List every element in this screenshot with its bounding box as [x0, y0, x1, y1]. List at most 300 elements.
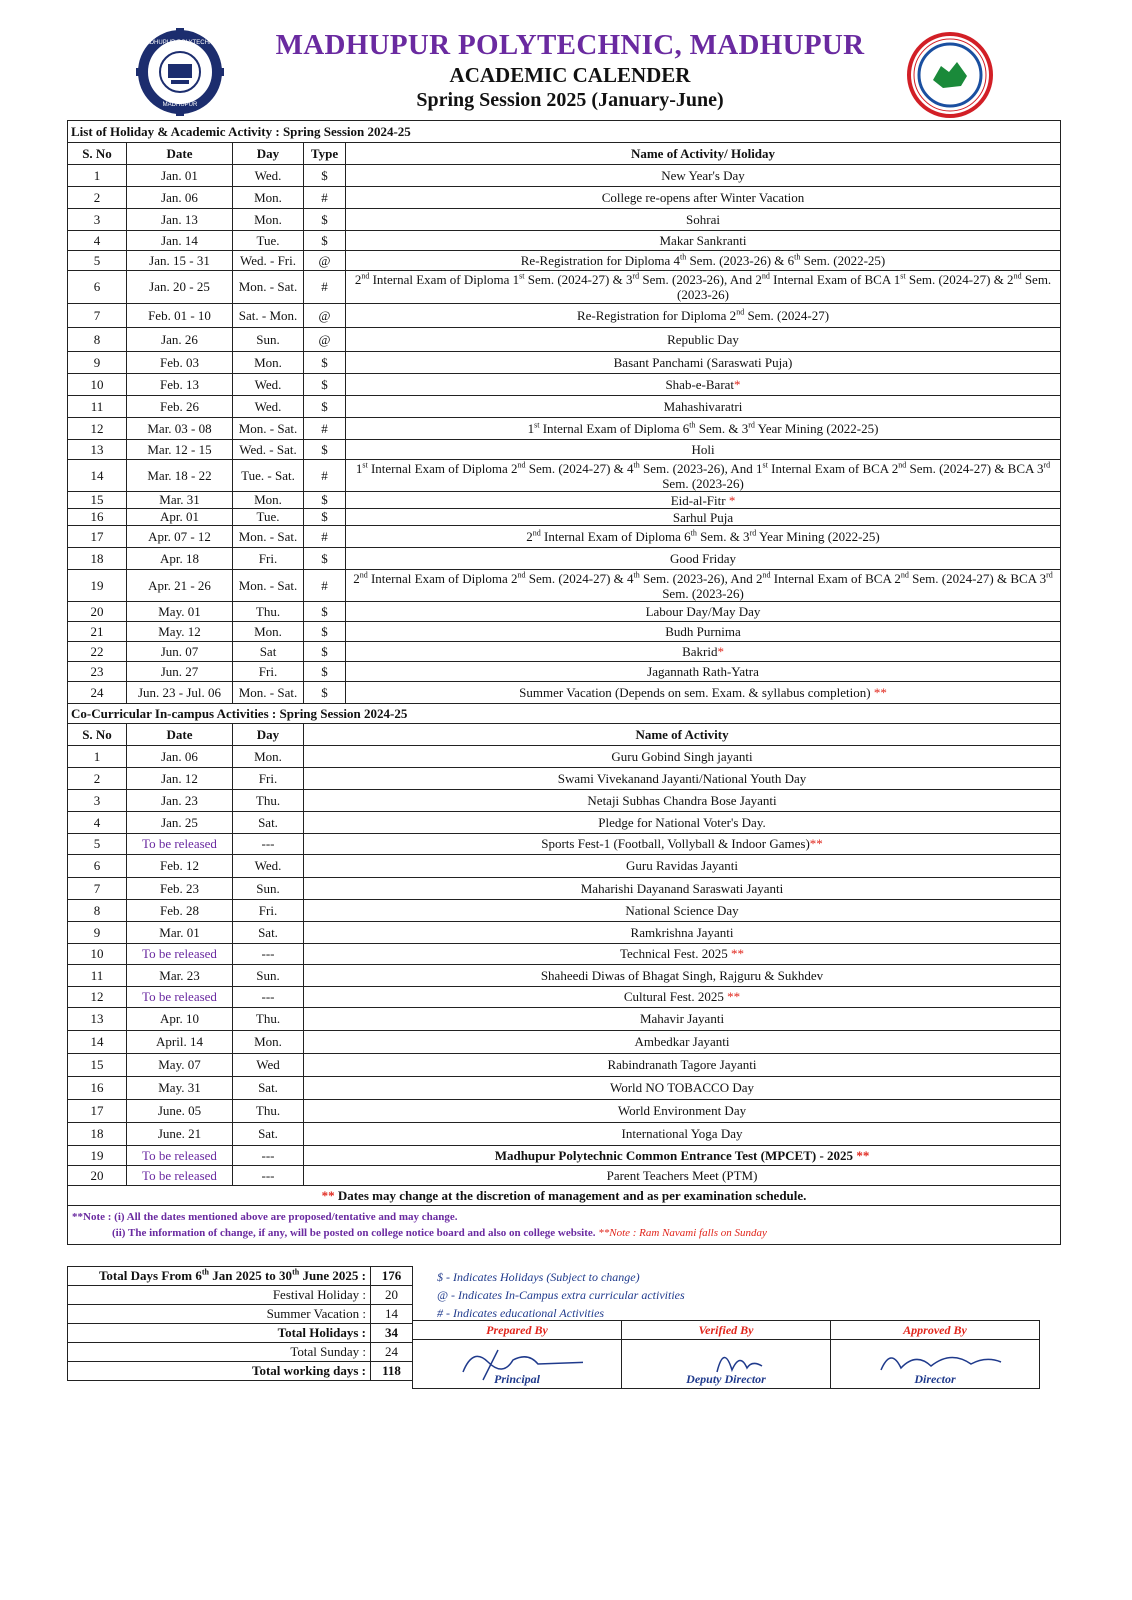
sno-cell: 18: [68, 548, 127, 570]
activity-name-cell: 1st Internal Exam of Diploma 2nd Sem. (2024-27) & 4th Sem. (2023-26), And 1st Internal Exam of BCA 2nd Sem. (2024-27) & BCA 3rd Sem. (2023-26): [346, 460, 1061, 492]
sno-cell: 19: [68, 1146, 127, 1166]
totals-row: [68, 1286, 413, 1305]
activity-name-cell: Netaji Subhas Chandra Bose Jayanti: [304, 790, 1061, 812]
signature-table: [412, 1320, 1040, 1389]
date-cell: Feb. 01 - 10: [127, 304, 233, 328]
totals-value: 34: [371, 1324, 413, 1343]
activity-name-cell: Parent Teachers Meet (PTM): [304, 1166, 1061, 1186]
sno-cell: 14: [68, 1031, 127, 1054]
type-cell: $: [304, 548, 346, 570]
activity-name-cell: College re-opens after Winter Vacation: [346, 187, 1061, 209]
activity-name-cell: Holi: [346, 440, 1061, 460]
schedule-note: ** Dates may change at the discretion of management and as per examination schedule.: [68, 1186, 1061, 1206]
activity-name-cell: Re-Registration for Diploma 2nd Sem. (2024-27): [346, 304, 1061, 328]
activity-row: [68, 1031, 1061, 1054]
type-cell: #: [304, 418, 346, 440]
activity-name-cell: 2nd Internal Exam of Diploma 1st Sem. (2024-27) & 3rd Sem. (2023-26), And 2nd Internal Exam of BCA 1st Sem. (2024-27) & 2nd Sem. (2023-26): [346, 271, 1061, 304]
sno-cell: 12: [68, 987, 127, 1008]
sno-cell: 17: [68, 1100, 127, 1123]
type-cell: $: [304, 682, 346, 704]
holiday-row: [68, 271, 1061, 304]
date-cell: Jun. 23 - Jul. 06: [127, 682, 233, 704]
holiday-row: [68, 682, 1061, 704]
activity-row: [68, 1008, 1061, 1031]
date-cell: Mar. 03 - 08: [127, 418, 233, 440]
activity-name-cell: World Environment Day: [304, 1100, 1061, 1123]
type-cell: $: [304, 352, 346, 374]
activity-name-cell: Pledge for National Voter's Day.: [304, 812, 1061, 834]
holiday-row: [68, 570, 1061, 602]
type-cell: $: [304, 492, 346, 509]
day-cell: Wed.: [233, 165, 304, 187]
totals-table: [67, 1266, 413, 1381]
sno-cell: 5: [68, 834, 127, 855]
day-cell: Mon. - Sat.: [233, 570, 304, 602]
date-cell: Mar. 18 - 22: [127, 460, 233, 492]
date-cell: Apr. 21 - 26: [127, 570, 233, 602]
date-cell: Mar. 12 - 15: [127, 440, 233, 460]
day-cell: Thu.: [233, 1008, 304, 1031]
totals-value: 14: [371, 1305, 413, 1324]
legend-educational: # - Indicates educational Activities: [437, 1306, 605, 1320]
sno-cell: 6: [68, 271, 127, 304]
type-cell: #: [304, 526, 346, 548]
sno-cell: 20: [68, 602, 127, 622]
day-cell: Sat: [233, 642, 304, 662]
holiday-row: [68, 440, 1061, 460]
date-cell: Mar. 01: [127, 922, 233, 944]
day-cell: ---: [233, 1166, 304, 1186]
university-seal: [907, 32, 993, 118]
day-cell: ---: [233, 1146, 304, 1166]
activity-name-cell: Sarhul Puja: [346, 509, 1061, 526]
date-cell: June. 21: [127, 1123, 233, 1146]
deputy-director-signature: [622, 1340, 831, 1389]
date-cell: Jan. 01: [127, 165, 233, 187]
date-cell: Apr. 10: [127, 1008, 233, 1031]
activity-name-cell: Swami Vivekanand Jayanti/National Youth Day: [304, 768, 1061, 790]
type-cell: #: [304, 271, 346, 304]
sno-cell: 3: [68, 209, 127, 231]
date-cell: Jan. 26: [127, 328, 233, 352]
activity-row: [68, 1077, 1061, 1100]
activity-name-cell: Sports Fest-1 (Football, Vollyball & Indoor Games)**: [304, 834, 1061, 855]
date-cell: Jun. 27: [127, 662, 233, 682]
activity-name-cell: New Year's Day: [346, 165, 1061, 187]
sno-cell: 12: [68, 418, 127, 440]
totals-row: [68, 1324, 413, 1343]
sno-cell: 4: [68, 812, 127, 834]
date-cell: Apr. 07 - 12: [127, 526, 233, 548]
note-line-1: **Note : (i) All the dates mentioned above are proposed/tentative and may change.: [72, 1211, 458, 1223]
date-cell: Apr. 01: [127, 509, 233, 526]
legend-extra-curricular: @ - Indicates In-Campus extra curricular activities: [437, 1288, 685, 1302]
activity-row: [68, 790, 1061, 812]
activity-row: [68, 834, 1061, 855]
date-cell: June. 05: [127, 1100, 233, 1123]
sno-cell: 14: [68, 460, 127, 492]
approved-by-label: Approved By: [831, 1321, 1040, 1340]
date-cell: Jan. 14: [127, 231, 233, 251]
day-cell: Thu.: [233, 790, 304, 812]
type-cell: $: [304, 374, 346, 396]
principal-signature: [413, 1340, 622, 1389]
sno-cell: 11: [68, 965, 127, 987]
type-cell: #: [304, 187, 346, 209]
sno-cell: 15: [68, 1054, 127, 1077]
activity-name-cell: World NO TOBACCO Day: [304, 1077, 1061, 1100]
totals-row: [68, 1362, 413, 1381]
totals-value: 20: [371, 1286, 413, 1305]
day-cell: Sun.: [233, 965, 304, 987]
day-cell: Mon. - Sat.: [233, 271, 304, 304]
sno-cell: 16: [68, 509, 127, 526]
holiday-row: [68, 460, 1061, 492]
day-cell: Wed. - Sat.: [233, 440, 304, 460]
sno-cell: 6: [68, 855, 127, 878]
sno-cell: 10: [68, 944, 127, 965]
day-cell: Sat.: [233, 812, 304, 834]
institute-logo: [136, 28, 224, 116]
date-cell: Jan. 06: [127, 746, 233, 768]
holiday-column-header: Type: [304, 143, 346, 165]
holiday-row: [68, 548, 1061, 570]
activity-row: [68, 878, 1061, 900]
director-signature: [831, 1340, 1040, 1389]
sno-cell: 3: [68, 790, 127, 812]
type-cell: $: [304, 662, 346, 682]
type-legend: [437, 1268, 685, 1322]
activity-name-cell: Technical Fest. 2025 **: [304, 944, 1061, 965]
activity-name-cell: Maharishi Dayanand Saraswati Jayanti: [304, 878, 1061, 900]
activity-row: [68, 944, 1061, 965]
session-title: Spring Session 2025 (January-June): [416, 89, 724, 111]
principal-role: Principal: [493, 1372, 540, 1386]
day-cell: Thu.: [233, 1100, 304, 1123]
type-cell: $: [304, 209, 346, 231]
activity-name-cell: Ramkrishna Jayanti: [304, 922, 1061, 944]
day-cell: Fri.: [233, 900, 304, 922]
holiday-row: [68, 622, 1061, 642]
activity-row: [68, 922, 1061, 944]
sno-cell: 21: [68, 622, 127, 642]
activity-name-cell: Ambedkar Jayanti: [304, 1031, 1061, 1054]
sno-cell: 10: [68, 374, 127, 396]
day-cell: Mon.: [233, 352, 304, 374]
holiday-section-title: List of Holiday & Academic Activity : Spring Session 2024-25: [68, 121, 1061, 143]
activity-name-cell: Madhupur Polytechnic Common Entrance Test (MPCET) - 2025 **: [304, 1146, 1061, 1166]
day-cell: Mon. - Sat.: [233, 418, 304, 440]
holiday-row: [68, 209, 1061, 231]
type-cell: $: [304, 509, 346, 526]
activity-name-cell: International Yoga Day: [304, 1123, 1061, 1146]
activity-name-cell: Makar Sankranti: [346, 231, 1061, 251]
activity-name-cell: Bakrid*: [346, 642, 1061, 662]
holiday-row: [68, 165, 1061, 187]
day-cell: Mon.: [233, 209, 304, 231]
sno-cell: 9: [68, 922, 127, 944]
calendar-table: [67, 120, 1061, 1245]
date-cell: Jan. 06: [127, 187, 233, 209]
day-cell: Wed. - Fri.: [233, 251, 304, 271]
date-cell: May. 31: [127, 1077, 233, 1100]
activity-row: [68, 1146, 1061, 1166]
sno-cell: 4: [68, 231, 127, 251]
date-cell: To be released: [127, 944, 233, 965]
day-cell: Wed.: [233, 855, 304, 878]
date-cell: Jan. 23: [127, 790, 233, 812]
day-cell: ---: [233, 987, 304, 1008]
day-cell: Mon.: [233, 187, 304, 209]
holiday-row: [68, 231, 1061, 251]
svg-text:MADHUPUR POLYTECHNIC: MADHUPUR POLYTECHNIC: [140, 40, 220, 46]
totals-row: [68, 1343, 413, 1362]
activity-row: [68, 1054, 1061, 1077]
sno-cell: 7: [68, 878, 127, 900]
sno-cell: 1: [68, 165, 127, 187]
day-cell: ---: [233, 944, 304, 965]
sno-cell: 13: [68, 440, 127, 460]
sno-cell: 2: [68, 768, 127, 790]
activity-column-header: S. No: [68, 724, 127, 746]
sno-cell: 24: [68, 682, 127, 704]
activity-name-cell: 2nd Internal Exam of Diploma 2nd Sem. (2024-27) & 4th Sem. (2023-26), And 2nd Internal Exam of BCA 2nd Sem. (2024-27) & BCA 3rd Sem. (2023-26): [346, 570, 1061, 602]
holiday-header-row: [68, 143, 1061, 165]
holiday-row: [68, 304, 1061, 328]
sno-cell: 23: [68, 662, 127, 682]
deputy-director-role: Deputy Director: [686, 1372, 766, 1386]
totals-row: [68, 1305, 413, 1324]
prepared-by-label: Prepared By: [413, 1321, 622, 1340]
date-cell: Mar. 23: [127, 965, 233, 987]
totals-label: Festival Holiday :: [68, 1286, 371, 1305]
activity-name-cell: Guru Gobind Singh jayanti: [304, 746, 1061, 768]
activity-name-cell: Eid-al-Fitr *: [346, 492, 1061, 509]
date-cell: Feb. 03: [127, 352, 233, 374]
activity-row: [68, 1123, 1061, 1146]
sno-cell: 17: [68, 526, 127, 548]
activity-name-cell: Re-Registration for Diploma 4th Sem. (2023-26) & 6th Sem. (2022-25): [346, 251, 1061, 271]
totals-label: Summer Vacation :: [68, 1305, 371, 1324]
date-cell: Feb. 26: [127, 396, 233, 418]
sno-cell: 5: [68, 251, 127, 271]
activity-name-cell: Guru Ravidas Jayanti: [304, 855, 1061, 878]
date-cell: May. 12: [127, 622, 233, 642]
day-cell: Fri.: [233, 768, 304, 790]
day-cell: ---: [233, 834, 304, 855]
holiday-row: [68, 187, 1061, 209]
activity-name-cell: Budh Purnima: [346, 622, 1061, 642]
holiday-row: [68, 418, 1061, 440]
activity-name-cell: Jagannath Rath-Yatra: [346, 662, 1061, 682]
director-role: Director: [914, 1372, 956, 1386]
notes-cell: [68, 1206, 1061, 1245]
totals-value: 24: [371, 1343, 413, 1362]
activity-column-header: Date: [127, 724, 233, 746]
holiday-row: [68, 492, 1061, 509]
date-cell: Mar. 31: [127, 492, 233, 509]
totals-value: 118: [371, 1362, 413, 1381]
day-cell: Fri.: [233, 548, 304, 570]
institute-name: MADHUPUR POLYTECHNIC, MADHUPUR: [275, 29, 865, 61]
activity-name-cell: Cultural Fest. 2025 **: [304, 987, 1061, 1008]
day-cell: Sun.: [233, 328, 304, 352]
activity-name-cell: Summer Vacation (Depends on sem. Exam. & syllabus completion) **: [346, 682, 1061, 704]
day-cell: Wed: [233, 1054, 304, 1077]
totals-row: [68, 1267, 413, 1286]
day-cell: Thu.: [233, 602, 304, 622]
holiday-row: [68, 396, 1061, 418]
activity-section-row: [68, 704, 1061, 724]
day-cell: Sat.: [233, 1077, 304, 1100]
date-cell: Jan. 20 - 25: [127, 271, 233, 304]
sno-cell: 20: [68, 1166, 127, 1186]
day-cell: Mon. - Sat.: [233, 682, 304, 704]
sno-cell: 22: [68, 642, 127, 662]
activity-row: [68, 746, 1061, 768]
note-line-2: (ii) The information of change, if any, will be posted on college notice board and also on college website. **Note : Ram Navami falls on Sunday: [112, 1227, 767, 1239]
activity-name-cell: Sohrai: [346, 209, 1061, 231]
date-cell: Feb. 12: [127, 855, 233, 878]
day-cell: Wed.: [233, 396, 304, 418]
type-cell: @: [304, 328, 346, 352]
activity-name-cell: Rabindranath Tagore Jayanti: [304, 1054, 1061, 1077]
day-cell: Sat. - Mon.: [233, 304, 304, 328]
activity-column-header: Name of Activity: [304, 724, 1061, 746]
type-cell: @: [304, 304, 346, 328]
date-cell: Feb. 23: [127, 878, 233, 900]
activity-name-cell: Labour Day/May Day: [346, 602, 1061, 622]
holiday-section-row: [68, 121, 1061, 143]
activity-name-cell: 2nd Internal Exam of Diploma 6th Sem. & 3rd Year Mining (2022-25): [346, 526, 1061, 548]
day-cell: Tue.: [233, 231, 304, 251]
day-cell: Sat.: [233, 1123, 304, 1146]
sno-cell: 16: [68, 1077, 127, 1100]
date-cell: Jan. 12: [127, 768, 233, 790]
svg-text:MADHUPUR: MADHUPUR: [162, 102, 198, 108]
date-cell: Jan. 15 - 31: [127, 251, 233, 271]
activity-column-header: Day: [233, 724, 304, 746]
holiday-row: [68, 662, 1061, 682]
date-cell: Jan. 13: [127, 209, 233, 231]
holiday-row: [68, 602, 1061, 622]
date-cell: Jun. 07: [127, 642, 233, 662]
activity-header-row: [68, 724, 1061, 746]
holiday-row: [68, 251, 1061, 271]
type-cell: $: [304, 602, 346, 622]
date-cell: Feb. 28: [127, 900, 233, 922]
holiday-row: [68, 352, 1061, 374]
holiday-row: [68, 642, 1061, 662]
type-cell: @: [304, 251, 346, 271]
activity-section-title: Co-Curricular In-campus Activities : Spring Session 2024-25: [68, 704, 1061, 724]
activity-name-cell: National Science Day: [304, 900, 1061, 922]
sno-cell: 11: [68, 396, 127, 418]
page-header: [0, 28, 1132, 120]
type-cell: $: [304, 396, 346, 418]
activity-row: [68, 1100, 1061, 1123]
totals-label: Total Sunday :: [68, 1343, 371, 1362]
sno-cell: 1: [68, 746, 127, 768]
day-cell: Sun.: [233, 878, 304, 900]
date-cell: May. 07: [127, 1054, 233, 1077]
day-cell: Mon.: [233, 492, 304, 509]
type-cell: $: [304, 642, 346, 662]
type-cell: $: [304, 231, 346, 251]
totals-label: Total Holidays :: [68, 1324, 371, 1343]
date-cell: To be released: [127, 1146, 233, 1166]
activity-row: [68, 987, 1061, 1008]
day-cell: Tue. - Sat.: [233, 460, 304, 492]
activity-name-cell: Basant Panchami (Saraswati Puja): [346, 352, 1061, 374]
day-cell: Mon.: [233, 746, 304, 768]
activity-name-cell: Good Friday: [346, 548, 1061, 570]
footer-note-row: [68, 1186, 1061, 1206]
day-cell: Fri.: [233, 662, 304, 682]
holiday-column-header: Day: [233, 143, 304, 165]
activity-row: [68, 768, 1061, 790]
type-cell: $: [304, 165, 346, 187]
holiday-row: [68, 526, 1061, 548]
activity-name-cell: Mahashivaratri: [346, 396, 1061, 418]
sno-cell: 7: [68, 304, 127, 328]
sno-cell: 9: [68, 352, 127, 374]
day-cell: Mon.: [233, 622, 304, 642]
holiday-row: [68, 509, 1061, 526]
holiday-row: [68, 328, 1061, 352]
activity-name-cell: Republic Day: [346, 328, 1061, 352]
holiday-column-header: Name of Activity/ Holiday: [346, 143, 1061, 165]
activity-row: [68, 900, 1061, 922]
totals-label: Total working days :: [68, 1362, 371, 1381]
calendar-title: ACADEMIC CALENDER: [449, 63, 691, 87]
activity-name-cell: 1st Internal Exam of Diploma 6th Sem. & 3rd Year Mining (2022-25): [346, 418, 1061, 440]
activity-row: [68, 965, 1061, 987]
date-cell: Jan. 25: [127, 812, 233, 834]
sno-cell: 2: [68, 187, 127, 209]
holiday-row: [68, 374, 1061, 396]
date-cell: To be released: [127, 1166, 233, 1186]
type-cell: #: [304, 460, 346, 492]
sno-cell: 13: [68, 1008, 127, 1031]
activity-name-cell: Shab-e-Barat*: [346, 374, 1061, 396]
sno-cell: 18: [68, 1123, 127, 1146]
activity-name-cell: Mahavir Jayanti: [304, 1008, 1061, 1031]
type-cell: $: [304, 622, 346, 642]
day-cell: Tue.: [233, 509, 304, 526]
date-cell: April. 14: [127, 1031, 233, 1054]
day-cell: Mon.: [233, 1031, 304, 1054]
activity-name-cell: Shaheedi Diwas of Bhagat Singh, Rajguru & Sukhdev: [304, 965, 1061, 987]
verified-by-label: Verified By: [622, 1321, 831, 1340]
activity-row: [68, 1166, 1061, 1186]
sno-cell: 15: [68, 492, 127, 509]
date-cell: Apr. 18: [127, 548, 233, 570]
day-cell: Wed.: [233, 374, 304, 396]
date-cell: To be released: [127, 834, 233, 855]
date-cell: To be released: [127, 987, 233, 1008]
sno-cell: 8: [68, 328, 127, 352]
day-cell: Mon. - Sat.: [233, 526, 304, 548]
activity-row: [68, 855, 1061, 878]
totals-label: Total Days From 6th Jan 2025 to 30th June 2025 :: [68, 1267, 371, 1286]
day-cell: Sat.: [233, 922, 304, 944]
notes-row: [68, 1206, 1061, 1245]
legend-holiday: $ - Indicates Holidays (Subject to change): [437, 1270, 640, 1284]
activity-row: [68, 812, 1061, 834]
date-cell: May. 01: [127, 602, 233, 622]
holiday-column-header: S. No: [68, 143, 127, 165]
